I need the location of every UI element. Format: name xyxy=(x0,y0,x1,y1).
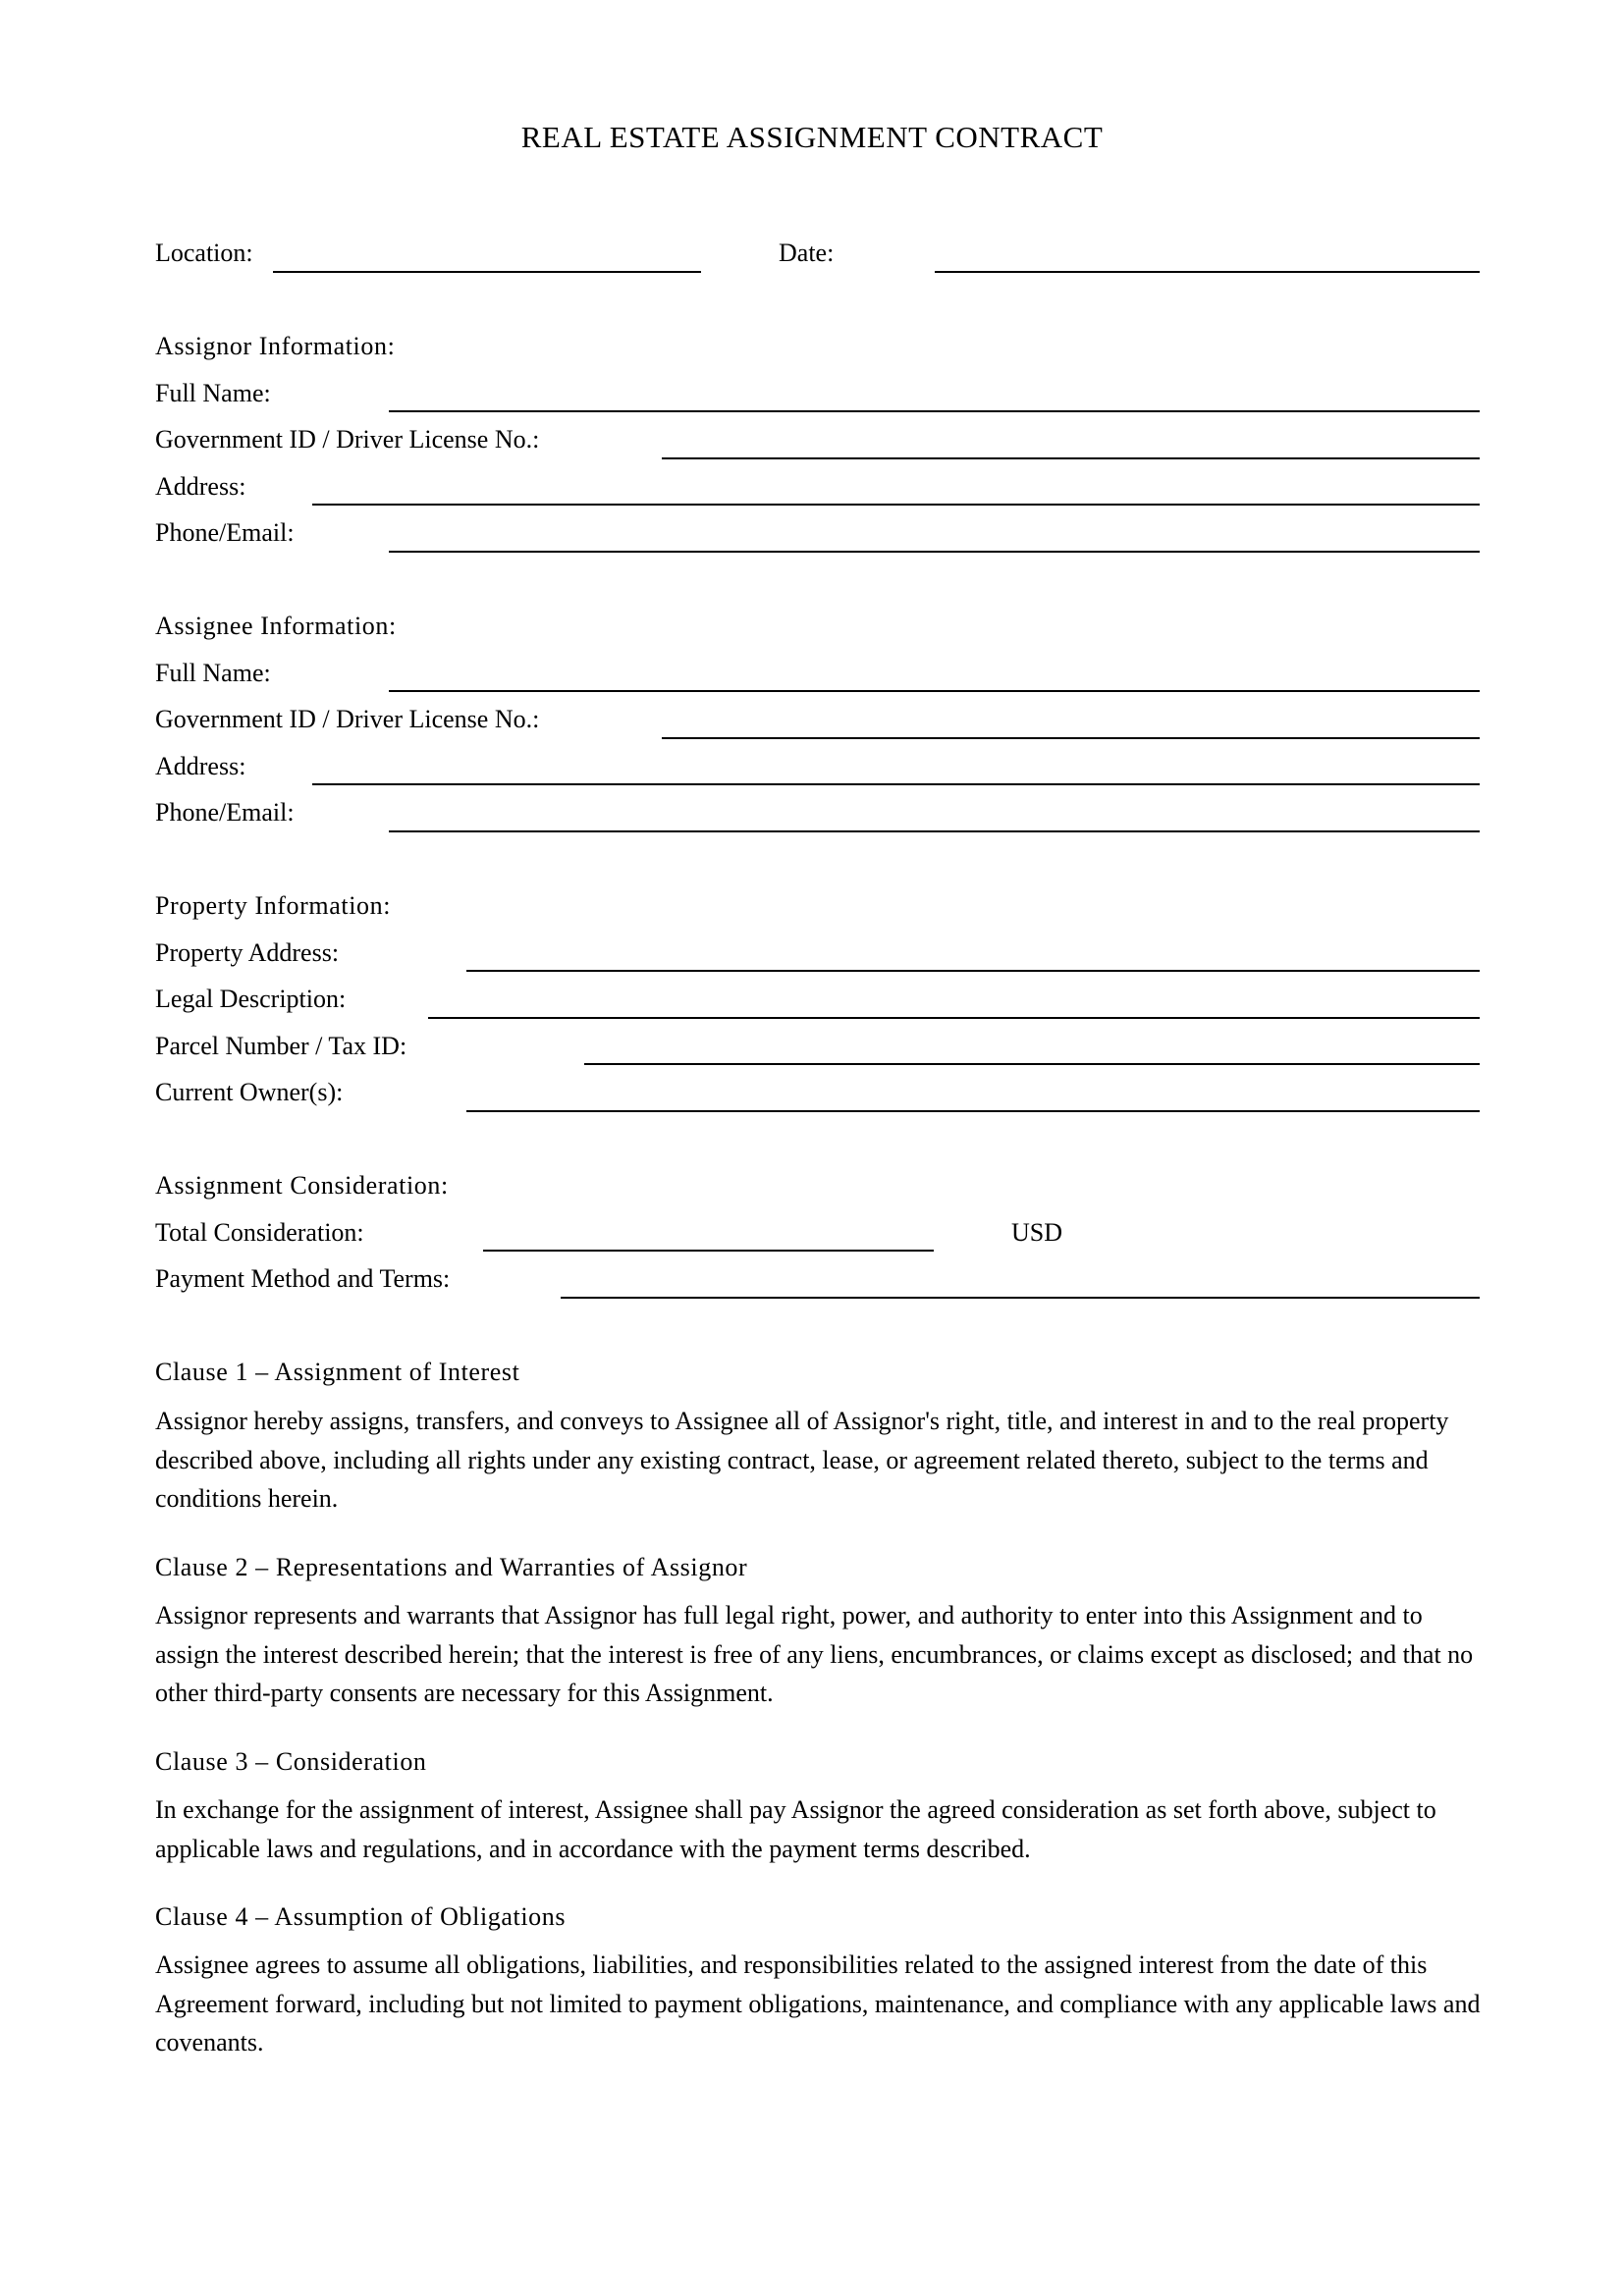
assignor-address-line[interactable] xyxy=(312,504,1480,506)
date-label: Date: xyxy=(779,239,835,267)
location-field-line[interactable] xyxy=(273,271,701,273)
current-owners-line[interactable] xyxy=(466,1110,1480,1112)
clause-2-text: Assignor represents and warrants that Assignor has full legal right, power, and authority to enter into this Assignment and to assign the interest described herein; that the interest is free of any liens, encumbrances, or claims except as disclosed; and that no other third-party consents are necessary for this Assignment. xyxy=(155,1601,1474,1707)
total-consideration-label: Total Consideration: xyxy=(155,1218,364,1247)
assignor-heading: Assignor Information: xyxy=(155,332,396,360)
property-address-line[interactable] xyxy=(466,970,1480,972)
parcel-number-label: Parcel Number / Tax ID: xyxy=(155,1032,407,1060)
date-field-line[interactable] xyxy=(935,271,1480,273)
assignee-full-name-line[interactable] xyxy=(389,690,1480,692)
assignor-full-name-line[interactable] xyxy=(389,410,1480,412)
assignee-phone-email-label: Phone/Email: xyxy=(155,798,295,827)
assignor-gov-id-line[interactable] xyxy=(662,457,1480,459)
property-address-label: Property Address: xyxy=(155,938,340,967)
clause-4-text: Assignee agrees to assume all obligations, liabilities, and responsibilities related to the assigned interest from the date of this Agreement forward, including but not limited to payment obligations, maintenance, and compliance with any applicable laws and covenants. xyxy=(155,1950,1481,2056)
currency-label: USD xyxy=(1011,1218,1063,1247)
assignee-gov-id-label: Government ID / Driver License No.: xyxy=(155,705,540,733)
legal-description-label: Legal Description: xyxy=(155,985,347,1013)
property-heading: Property Information: xyxy=(155,891,392,920)
assignor-address-label: Address: xyxy=(155,472,246,501)
total-consideration-line[interactable] xyxy=(483,1250,934,1252)
assignee-gov-id-line[interactable] xyxy=(662,737,1480,739)
clause-1-heading: Clause 1 – Assignment of Interest xyxy=(155,1358,520,1386)
legal-description-line[interactable] xyxy=(428,1017,1480,1019)
clause-2-heading: Clause 2 – Representations and Warranties of Assignor xyxy=(155,1553,748,1581)
assignee-address-label: Address: xyxy=(155,752,246,780)
parcel-number-line[interactable] xyxy=(584,1063,1480,1065)
current-owners-label: Current Owner(s): xyxy=(155,1078,344,1106)
clause-1-text: Assignor hereby assigns, transfers, and conveys to Assignee all of Assignor's right, title, and interest in and to the real property described above, including all rights under any existing contract, lease, or agreement related thereto, subject to the terms and conditions herein. xyxy=(155,1407,1449,1513)
assignor-gov-id-label: Government ID / Driver License No.: xyxy=(155,425,540,454)
assignor-phone-email-label: Phone/Email: xyxy=(155,518,295,547)
payment-terms-label: Payment Method and Terms: xyxy=(155,1264,451,1293)
assignee-full-name-label: Full Name: xyxy=(155,659,271,687)
document-title: REAL ESTATE ASSIGNMENT CONTRACT xyxy=(520,120,1104,154)
assignee-heading: Assignee Information: xyxy=(155,612,397,640)
assignor-full-name-label: Full Name: xyxy=(155,379,271,407)
clause-4-heading: Clause 4 – Assumption of Obligations xyxy=(155,1902,567,1931)
assignor-phone-email-line[interactable] xyxy=(389,551,1480,553)
consideration-heading: Assignment Consideration: xyxy=(155,1171,449,1200)
assignee-phone-email-line[interactable] xyxy=(389,830,1480,832)
location-label: Location: xyxy=(155,239,253,267)
clause-3-heading: Clause 3 – Consideration xyxy=(155,1747,427,1776)
assignee-address-line[interactable] xyxy=(312,783,1480,785)
payment-terms-line[interactable] xyxy=(561,1297,1480,1299)
clause-3-text: In exchange for the assignment of interest, Assignee shall pay Assignor the agreed consideration as set forth above, subject to applicable laws and regulations, and in accordance with the payment terms described. xyxy=(155,1795,1436,1863)
